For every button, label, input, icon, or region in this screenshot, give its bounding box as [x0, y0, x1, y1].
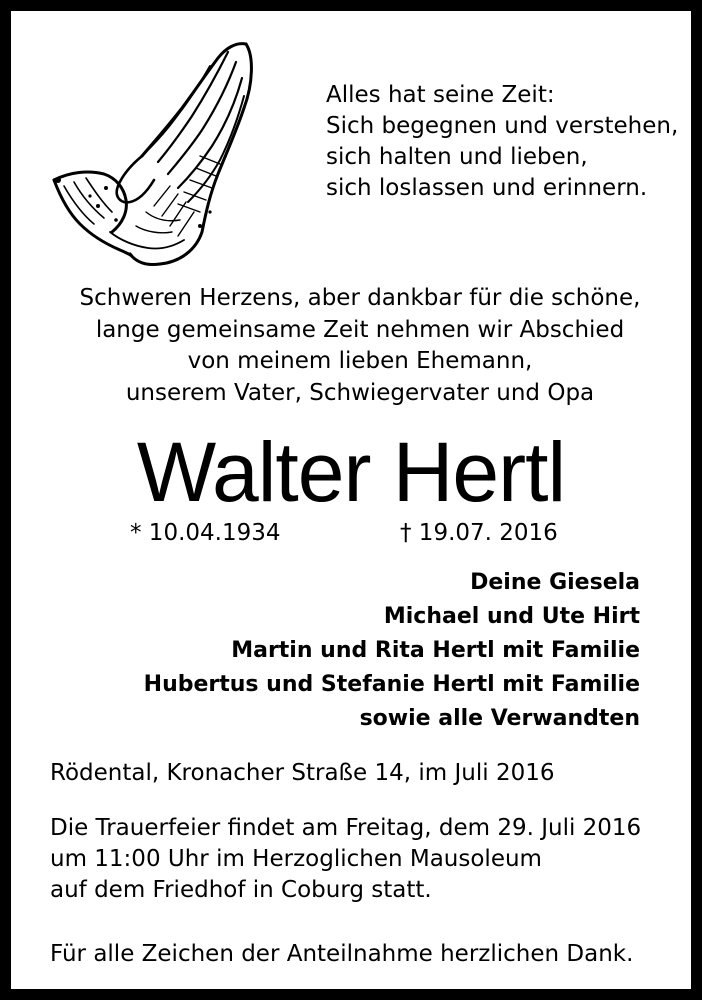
death-date: † 19.07. 2016 — [400, 520, 558, 546]
poem — [326, 80, 686, 204]
poem-line: sich loslassen und erinnern. — [326, 175, 648, 201]
mourner-line: sowie alle Verwandten — [359, 706, 640, 731]
intro-text — [40, 283, 680, 409]
funeral-line: um 11:00 Uhr im Herzoglichen Mausoleum — [50, 846, 542, 872]
intro-line: von meinem lieben Ehemann, — [187, 348, 533, 374]
funeral-info — [50, 813, 641, 906]
poem-line: Alles hat seine Zeit: — [326, 82, 555, 108]
mourner-line: Deine Giesela — [470, 570, 640, 595]
praying-hands-icon — [50, 36, 260, 268]
intro-line: Schweren Herzens, aber dankbar für die schöne, — [79, 285, 641, 311]
mourner-line: Michael und Ute Hirt — [383, 604, 640, 629]
funeral-line: Die Trauerfeier findet am Freitag, dem 29. Juli 2016 — [50, 815, 642, 841]
thanks-note: Für alle Zeichen der Anteilnahme herzlichen Dank. — [50, 941, 634, 967]
poem-line: Sich begegnen und verstehen, — [326, 113, 679, 139]
birth-date: * 10.04.1934 — [130, 520, 281, 546]
intro-line: unserem Vater, Schwiegervater und Opa — [125, 379, 595, 406]
mourner-line: Hubertus und Stefanie Hertl mit Familie — [143, 672, 640, 697]
intro-line: lange gemeinsame Zeit nehmen wir Abschied — [95, 316, 625, 343]
mourners-list — [40, 566, 640, 736]
place-date: Rödental, Kronacher Straße 14, im Juli 2016 — [50, 760, 555, 786]
deceased-name: Walter Hertl — [136, 425, 566, 519]
poem-line: sich halten und lieben, — [326, 144, 588, 170]
mourner-line: Martin und Rita Hertl mit Familie — [231, 638, 640, 663]
funeral-line: auf dem Friedhof in Coburg statt. — [50, 877, 432, 903]
